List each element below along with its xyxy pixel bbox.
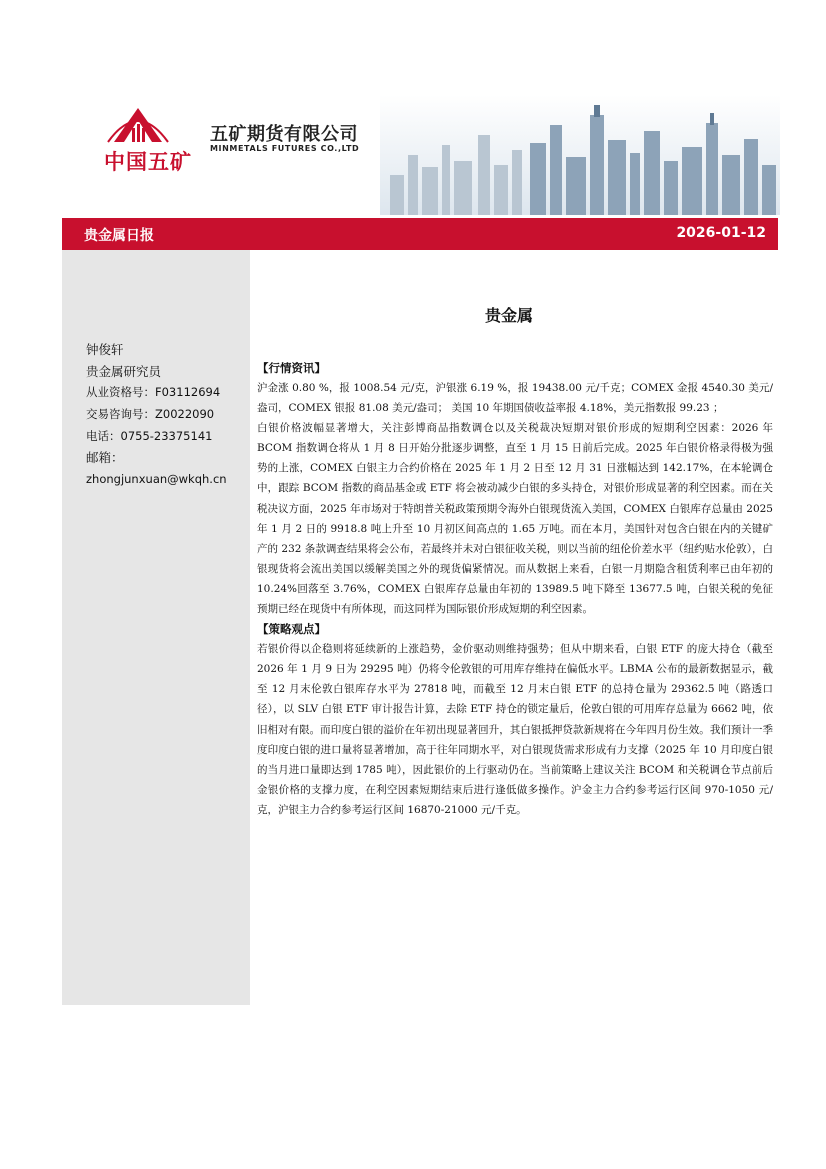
company-name-cn: 五矿期货有限公司 <box>210 124 358 145</box>
strategy-paragraph: 若银价得以企稳则将延续新的上涨趋势，金价驱动则维持强势；但从中期来看，白银 ETF 的庞大持仓（截至 2026 年 1 月 9 日为 29295 吨）仍将令伦敦银的可用库存维持在偏低水平。LBMA 公布的最新数据显示，截至 12 月末伦敦白银库存水平为 27818 吨，而截至 12 月末白银 ETF 的总持仓量为 29362.5 吨（路透口径），以 SLV 白银 ETF 审计报告计算，去除 ETF 持仓的锁定量后，伦敦白银的可用库存总量为 6662 吨，依旧相对有限。而印度白银的溢价在年初出现显著回升，其白银抵押贷款新规将在今年四月份生效。我们预计一季度印度白银的进口量将显著增加，高于往年同期水平，对白银现货需求形成有力支撑（2025 年 10 月印度白银的当月进口量即达到 1785 吨），因此银价的上行驱动仍在。当前策略上建议关注 BCOM 和关税调仓节点前后金银价格的支撑力度，在利空因素短期结束后进行逢低做多操作。沪金主力合约参考运行区间 970-1050 元/克，沪银主力合约参考运行区间 16870-21000 元/千克。 <box>257 643 773 816</box>
minmetals-logo-icon <box>104 98 172 146</box>
author-name: 钟俊轩 <box>86 342 124 357</box>
author-consult-number: 交易咨询号：Z0022090 <box>86 407 215 421</box>
section-heading-market: 【行情资讯】 <box>257 361 326 375</box>
city-skyline-image <box>380 95 780 215</box>
section-heading-strategy: 【策略观点】 <box>257 622 326 637</box>
author-phone: 电话：0755-23375141 <box>86 429 213 443</box>
document-title: 贵金属 <box>485 306 534 325</box>
company-name-en: MINMETALS FUTURES CO.,LTD <box>210 144 360 153</box>
market-summary-paragraph: 沪金涨 0.80 %，报 1008.54 元/克，沪银涨 6.19 %，报 19438.00 元/千克；COMEX 金报 4540.30 美元/盎司，COMEX 银报 81.08 美元/盎司； 美国 10 年期国债收益率报 4.18%，美元指数报 99.23 ； <box>257 382 773 415</box>
report-type: 贵金属日报 <box>84 228 154 244</box>
author-email-label: 邮箱： <box>86 450 124 465</box>
author-title: 贵金属研究员 <box>86 364 162 379</box>
report-banner <box>62 218 778 250</box>
author-qualification: 从业资格号：F03112694 <box>86 385 221 399</box>
brand-name: 中国五矿 <box>104 150 192 174</box>
author-sidebar <box>62 250 250 1005</box>
author-email[interactable]: zhongjunxuan@wkqh.cn <box>86 472 227 486</box>
report-date: 2026-01-12 <box>676 225 766 241</box>
market-analysis-paragraph: 白银价格波幅显著增大，关注彭博商品指数调仓以及关税裁决短期对银价形成的短期利空因素：2026 年 BCOM 指数调仓将从 1 月 8 日开始分批逐步调整，直至 1 月 15 日前后完成。2025 年白银价格录得极为强势的上涨，COMEX 白银主力合约价格在 2025 年 1 月 2 日至 12 月 31 日涨幅达到 142.17%，在本轮调仓中，跟踪 BCOM 指数的商品基金或 ETF 将会被动减少白银的多头持仓，对银价形成显著的利空因素。而在关税决议方面，2025 年市场对于特朗普关税政策预期令海外白银现货流入美国，COMEX 白银库存总量由 2025 年 1 月 2 日的 9918.8 吨上升至 10 月初区间高点的 1.65 万吨。而在本月，美国针对包含白银在内的关键矿产的 232 条款调查结果将会公布，若最终并未对白银征收关税，则以当前的纽伦价差水平（纽约贴水伦敦），白银现货将会流出美国以缓解美国之外的现货偏紧情况。而从数据上来看，白银一月期隐含租赁利率已由年初的 10.24%回落至 3.76%，COMEX 白银库存总量由年初的 13989.5 吨下降至 13677.5 吨，白银关税的免征预期已经在现货中有所体现，而这同样为国际银价形成短期的利空因素。 <box>257 422 773 616</box>
